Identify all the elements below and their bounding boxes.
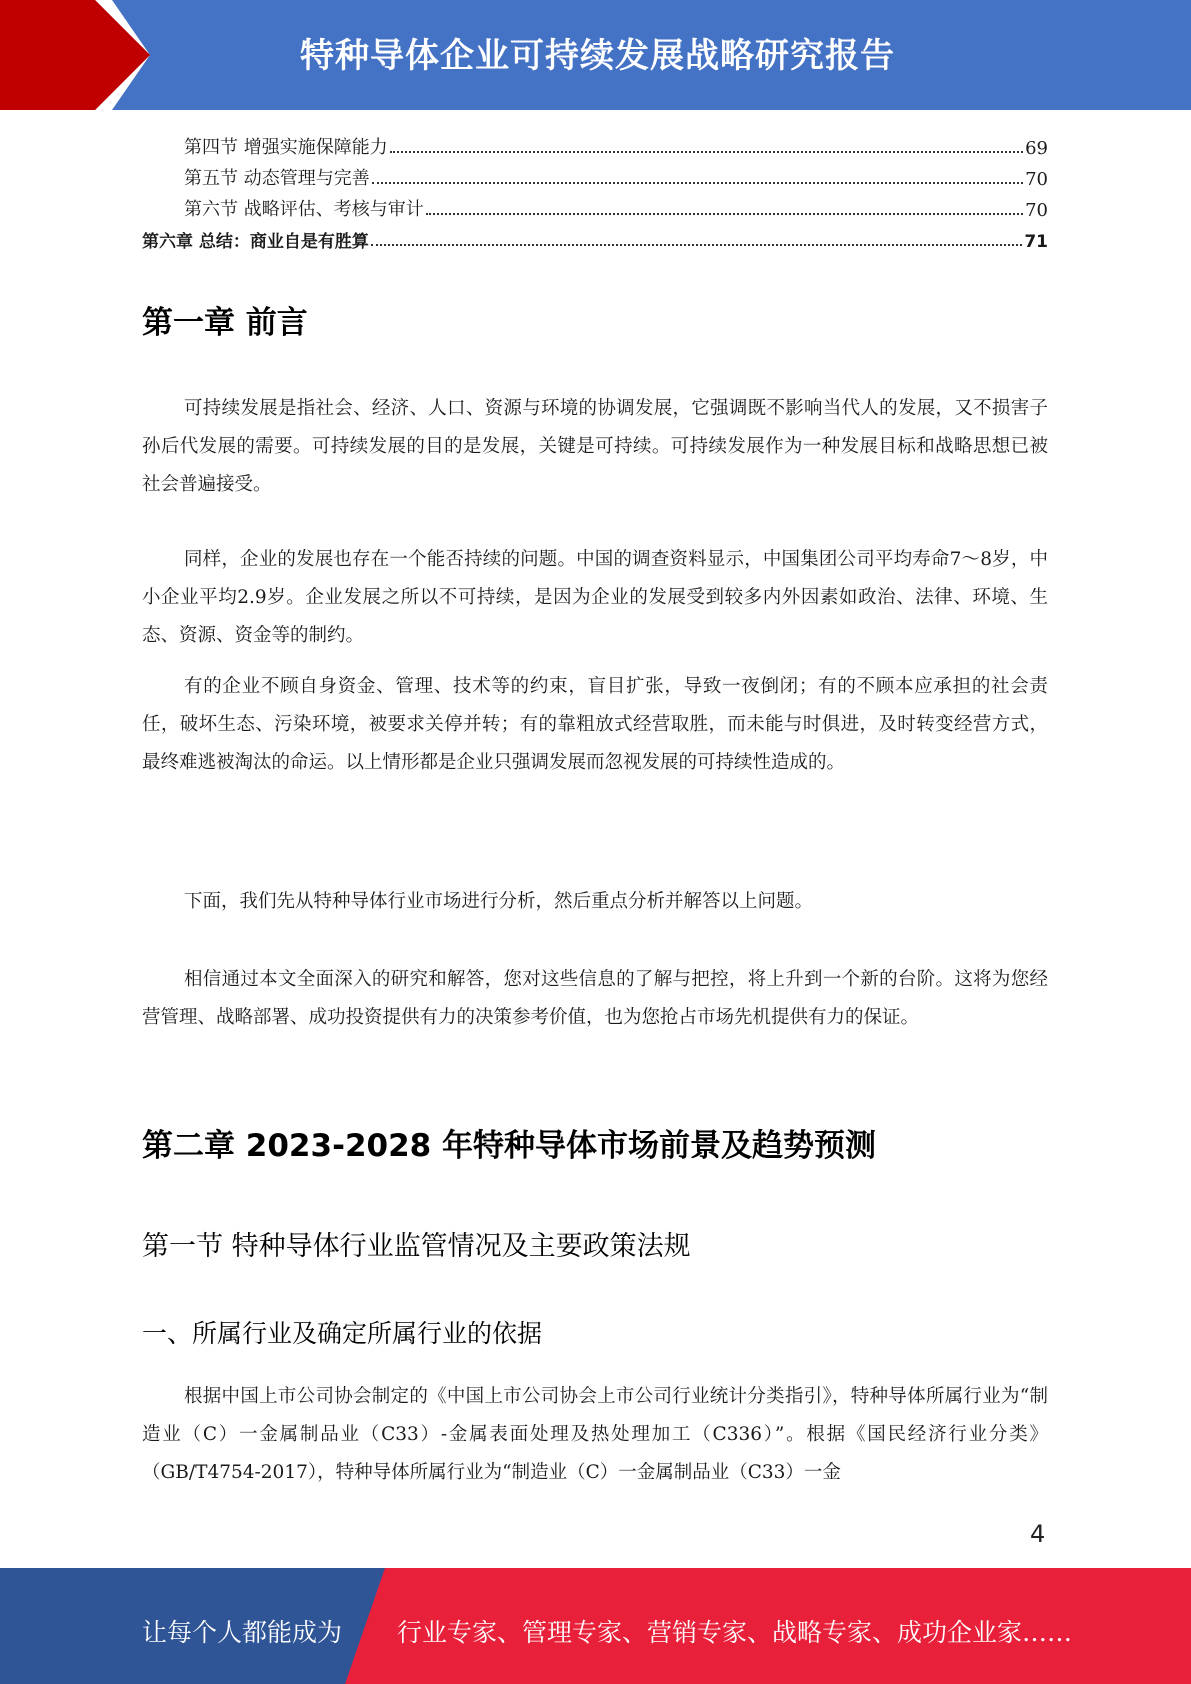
header-title: 特种导体企业可持续发展战略研究报告 <box>300 36 895 76</box>
chapter-2-title: 第二章 2023-2028 年特种导体市场前景及趋势预测 <box>142 1128 877 1164</box>
header-arrow-icon <box>0 0 160 110</box>
toc-entry[interactable] <box>142 128 1048 159</box>
paragraph-1: 可持续发展是指社会、经济、人口、资源与环境的协调发展，它强调既不影响当代人的发展，又不损害子孙后代发展的需要。可持续发展的目的是发展，关键是可持续。可持续发展作为一种发展目标和战略思想已被社会普遍接受。 <box>142 398 1048 495</box>
page-footer <box>0 1568 1191 1684</box>
chapter-1-title: 第一章 前言 <box>142 305 308 341</box>
subsection-1-title: 一、所属行业及确定所属行业的依据 <box>142 1319 543 1348</box>
toc-entry-page: 69 <box>1025 138 1048 159</box>
paragraph-4: 下面，我们先从特种导体行业市场进行分析，然后重点分析并解答以上问题。 <box>184 891 814 912</box>
toc-entry-label: 第五节 动态管理与完善 <box>184 168 370 189</box>
toc-entry-page: 70 <box>1025 169 1048 190</box>
footer-slogan-right: 行业专家、管理专家、营销专家、战略专家、成功企业家…… <box>397 1618 1073 1647</box>
table-of-contents <box>142 128 1048 252</box>
toc-entry-label: 第六节 战略评估、考核与审计 <box>184 199 424 220</box>
toc-entry-page: 71 <box>1024 232 1048 252</box>
paragraph-6: 根据中国上市公司协会制定的《中国上市公司协会上市公司行业统计分类指引》，特种导体所属行业为“制造业（C）一金属制品业（C33）-金属表面处理及热处理加工（C336）”。根据《国民经济行业分类》（GB/T4754-2017），特种导体所属行业为“制造业（C）一金属制品业（C33）一金 <box>142 1386 1048 1483</box>
toc-entry-label: 第四节 增强实施保障能力 <box>184 137 388 158</box>
toc-leader-dots <box>426 213 1023 215</box>
toc-leader-dots <box>372 182 1023 184</box>
toc-entry[interactable] <box>142 190 1048 221</box>
toc-leader-dots <box>390 151 1023 153</box>
page-header <box>0 0 1191 110</box>
page-number: 4 <box>1030 1520 1046 1548</box>
toc-entry[interactable] <box>142 159 1048 190</box>
toc-entry[interactable] <box>142 221 1048 252</box>
section-1-title: 第一节 特种导体行业监管情况及主要政策法规 <box>142 1231 691 1262</box>
footer-slogan-left: 让每个人都能成为 <box>142 1618 343 1647</box>
toc-leader-dots <box>371 244 1022 246</box>
paragraph-3: 有的企业不顾自身资金、管理、技术等的约束，盲目扩张，导致一夜倒闭；有的不顾本应承担的社会责任，破坏生态、污染环境，被要求关停并转；有的靠粗放式经营取胜，而未能与时俱进，及时转变经营方式，最终难逃被淘汰的命运。以上情形都是企业只强调发展而忽视发展的可持续性造成的。 <box>142 676 1048 773</box>
toc-entry-label: 第六章 总结：商业自是有胜算 <box>142 232 369 252</box>
paragraph-2: 同样，企业的发展也存在一个能否持续的问题。中国的调查资料显示，中国集团公司平均寿命7～8岁，中小企业平均2.9岁。企业发展之所以不可持续，是因为企业的发展受到较多内外因素如政治、法律、环境、生态、资源、资金等的制约。 <box>142 549 1048 646</box>
toc-entry-page: 70 <box>1025 200 1048 221</box>
paragraph-5: 相信通过本文全面深入的研究和解答，您对这些信息的了解与把控，将上升到一个新的台阶。这将为您经营管理、战略部署、成功投资提供有力的决策参考价值，也为您抢占市场先机提供有力的保证。 <box>142 969 1048 1028</box>
